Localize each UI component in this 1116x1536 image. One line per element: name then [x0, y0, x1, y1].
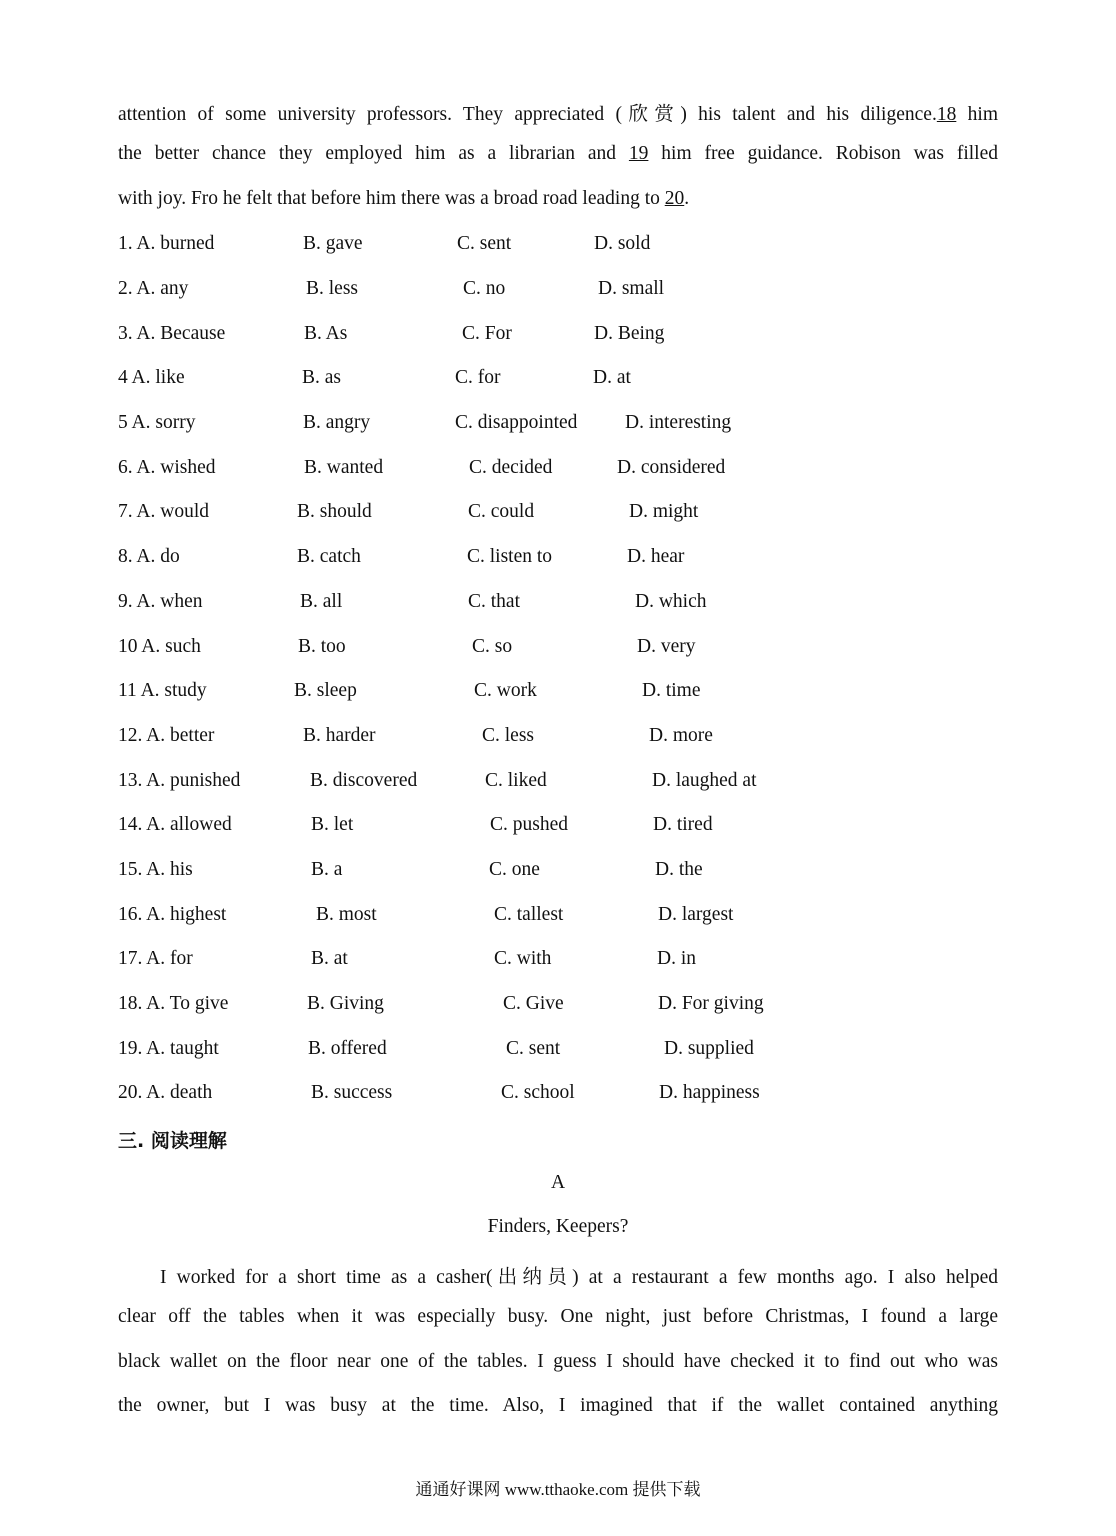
question-option-c: C. For: [462, 323, 512, 344]
question-option-b: B. discovered: [310, 770, 418, 791]
question-option-d: D. in: [657, 948, 696, 969]
question-option-b: B. sleep: [294, 680, 357, 701]
question-option-d: D. small: [598, 278, 665, 299]
passage-bottom-line-2: clear off the tables when it was especially busy. One night, just before Christmas, I found a large: [118, 1306, 998, 1327]
question-option-d: D. very: [637, 636, 696, 657]
question-option-b: B. wanted: [304, 457, 384, 478]
question-option-b: B. harder: [303, 725, 376, 746]
question-option-d: D. time: [642, 680, 701, 701]
question-option-b: B. most: [316, 904, 377, 925]
page-footer: 通通好课网 www.tthaoke.com 提供下载: [415, 1480, 701, 1499]
question-option-c: C. sent: [506, 1038, 561, 1059]
blank-18: 18: [936, 104, 957, 125]
question-option-c: C. work: [474, 680, 537, 701]
question-row: [0, 591, 1116, 621]
question-option-a: 5 A. sorry: [118, 412, 196, 433]
question-option-b: B. angry: [303, 412, 371, 433]
question-row: [0, 948, 1116, 978]
passage-bottom-line-1: I worked for a short time as a casher(出纳员) at a restaurant a few months ago. I also helped: [160, 1267, 998, 1288]
question-option-b: B. catch: [297, 546, 361, 567]
question-option-d: D. For giving: [658, 993, 764, 1014]
question-option-a: 18. A. To give: [118, 993, 229, 1014]
text: .: [684, 188, 690, 209]
question-option-d: D. considered: [617, 457, 726, 478]
passage-bottom-line-4: the owner, but I was busy at the time. Also, I imagined that if the wallet contained anything: [118, 1395, 998, 1416]
question-option-a: 11 A. study: [118, 680, 207, 701]
question-option-c: C. listen to: [467, 546, 553, 567]
question-option-d: D. laughed at: [652, 770, 757, 791]
question-row: [0, 412, 1116, 442]
question-row: [0, 993, 1116, 1023]
question-option-a: 9. A. when: [118, 591, 203, 612]
question-row: [0, 859, 1116, 889]
question-option-a: 12. A. better: [118, 725, 215, 746]
question-option-c: C. less: [482, 725, 535, 746]
passage-title: Finders, Keepers?: [487, 1216, 629, 1237]
question-option-a: 8. A. do: [118, 546, 180, 567]
question-option-b: B. a: [311, 859, 343, 880]
question-row: [0, 770, 1116, 800]
question-option-c: C. for: [455, 367, 501, 388]
question-option-c: C. no: [463, 278, 506, 299]
question-option-b: B. at: [311, 948, 348, 969]
question-option-d: D. at: [593, 367, 631, 388]
question-option-b: B. let: [311, 814, 354, 835]
question-option-b: B. all: [300, 591, 343, 612]
question-option-d: D. tired: [653, 814, 713, 835]
text: attention of some university professors. They appreciated (欣赏) his talent and his diligence.: [118, 104, 937, 125]
question-option-a: 6. A. wished: [118, 457, 216, 478]
question-option-b: B. Giving: [307, 993, 384, 1014]
question-row: [0, 1082, 1116, 1112]
passage-line-3: [118, 188, 998, 210]
question-option-c: C. tallest: [494, 904, 564, 925]
question-option-d: D. Being: [594, 323, 665, 344]
question-option-d: D. might: [629, 501, 699, 522]
question-option-b: B. offered: [308, 1038, 387, 1059]
question-row: [0, 546, 1116, 576]
question-option-c: C. that: [468, 591, 520, 612]
question-option-d: D. interesting: [625, 412, 732, 433]
question-option-b: B. as: [302, 367, 341, 388]
question-option-c: C. decided: [469, 457, 553, 478]
question-option-a: 13. A. punished: [118, 770, 241, 791]
question-option-b: B. success: [311, 1082, 393, 1103]
question-option-d: D. largest: [658, 904, 734, 925]
question-row: [0, 814, 1116, 844]
question-option-a: 17. A. for: [118, 948, 193, 969]
question-option-c: C. with: [494, 948, 552, 969]
question-option-c: C. sent: [457, 233, 512, 254]
question-option-b: B. should: [297, 501, 372, 522]
question-option-b: B. less: [306, 278, 359, 299]
question-option-d: D. more: [649, 725, 713, 746]
question-option-b: B. gave: [303, 233, 363, 254]
question-option-d: D. happiness: [659, 1082, 760, 1103]
question-option-a: 1. A. burned: [118, 233, 215, 254]
question-row: [0, 680, 1116, 710]
question-row: [0, 323, 1116, 353]
question-row: [0, 457, 1116, 487]
question-option-c: C. liked: [485, 770, 547, 791]
question-option-b: B. As: [304, 323, 348, 344]
question-option-d: D. which: [635, 591, 707, 612]
question-option-a: 10 A. such: [118, 636, 201, 657]
question-option-c: C. could: [468, 501, 535, 522]
question-row: [0, 278, 1116, 308]
question-option-d: D. hear: [627, 546, 685, 567]
passage-line-2: [118, 143, 998, 165]
section-heading: 三. 阅读理解: [118, 1130, 227, 1152]
blank-19: 19: [628, 143, 649, 164]
question-option-a: 7. A. would: [118, 501, 210, 522]
question-row: [0, 367, 1116, 397]
question-option-c: C. pushed: [490, 814, 568, 835]
question-option-d: D. sold: [594, 233, 651, 254]
question-option-c: C. so: [472, 636, 513, 657]
question-option-c: C. disappointed: [455, 412, 578, 433]
question-row: [0, 233, 1116, 263]
question-option-a: 15. A. his: [118, 859, 193, 880]
question-option-a: 14. A. allowed: [118, 814, 232, 835]
question-option-d: D. supplied: [664, 1038, 754, 1059]
question-option-d: D. the: [655, 859, 703, 880]
question-option-a: 4 A. like: [118, 367, 185, 388]
text: the better chance they employed him as a librarian and: [118, 143, 629, 164]
question-option-a: 19. A. taught: [118, 1038, 219, 1059]
question-row: [0, 904, 1116, 934]
question-option-c: C. school: [501, 1082, 575, 1103]
passage-label: A: [550, 1172, 566, 1193]
question-row: [0, 636, 1116, 666]
question-row: [0, 1038, 1116, 1068]
text: him: [956, 104, 998, 125]
question-row: [0, 501, 1116, 531]
question-option-a: 2. A. any: [118, 278, 189, 299]
question-option-c: C. one: [489, 859, 540, 880]
passage-bottom-line-3: black wallet on the floor near one of the tables. I guess I should have checked it to find out who was: [118, 1351, 998, 1372]
question-option-a: 20. A. death: [118, 1082, 213, 1103]
text: him free guidance. Robison was filled: [648, 143, 998, 164]
question-option-c: C. Give: [503, 993, 564, 1014]
blank-20: 20: [664, 188, 685, 209]
question-option-b: B. too: [298, 636, 346, 657]
passage-line-1: [118, 98, 998, 126]
text: with joy. Fro he felt that before him there was a broad road leading to: [118, 188, 665, 209]
question-option-a: 3. A. Because: [118, 323, 226, 344]
question-row: [0, 725, 1116, 755]
question-option-a: 16. A. highest: [118, 904, 227, 925]
